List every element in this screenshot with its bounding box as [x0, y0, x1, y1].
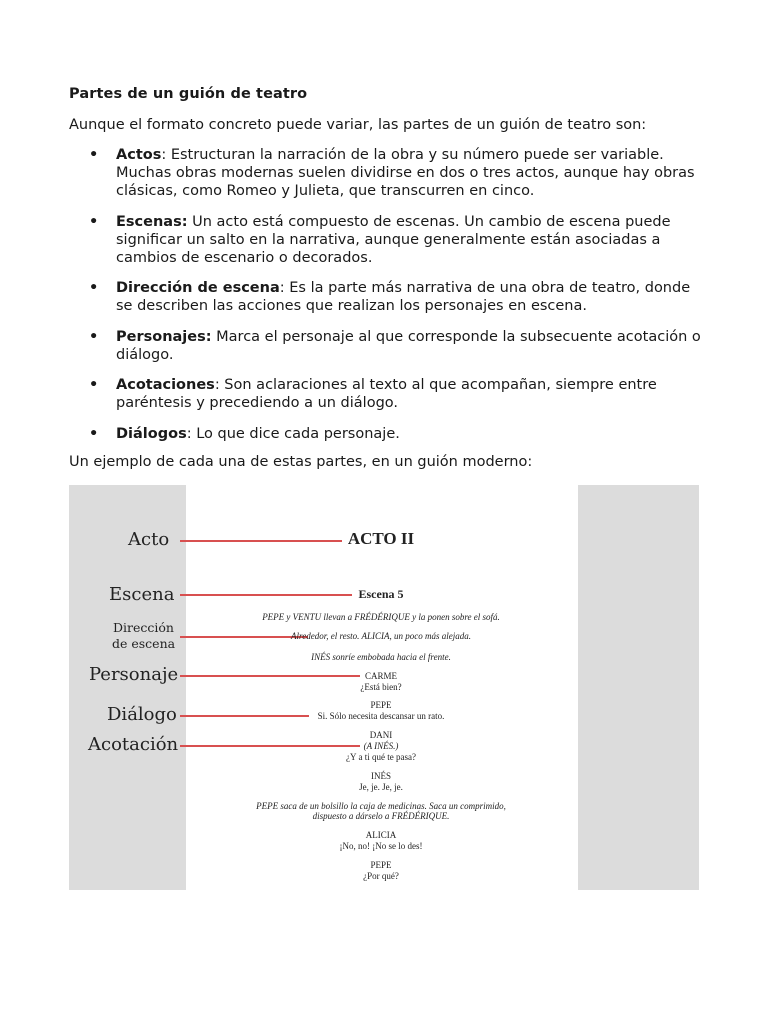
- label-escena: Escena: [109, 584, 175, 605]
- bullet-icon: •: [89, 147, 99, 163]
- script-character: CARME: [364, 671, 398, 681]
- list-item: [69, 146, 709, 200]
- item-text: : Estructuran la narración de la obra y su número puede ser variable. Muchas obras modernas suelen dividirse en dos o tres actos, aunque hay obras clásicas, como Romeo y Julieta, que transcurren en cinco.: [116, 147, 695, 199]
- label-personaje: Personaje: [89, 664, 179, 685]
- script-direction: dispuesto a dárselo a FRÉDÉRIQUE.: [312, 811, 450, 821]
- pointer-line-personaje: [180, 675, 360, 677]
- script-direction: INÉS sonríe embobada hacia el frente.: [311, 652, 451, 662]
- parts-list: [69, 146, 709, 455]
- label-direccion-2: de escena: [112, 636, 176, 651]
- script-dialogue: ¿Por qué?: [363, 871, 399, 881]
- script-dialogue: Si. Sólo necesita descansar un rato.: [317, 711, 445, 721]
- script-direction: Alrededor, el resto. ALICIA, un poco más alejada.: [291, 631, 471, 641]
- pointer-line-direccion: [180, 636, 308, 638]
- label-acto: Acto: [128, 529, 170, 550]
- script-scene-title: Escena 5: [358, 587, 404, 601]
- bullet-icon: •: [89, 213, 99, 230]
- item-term: Personajes:: [116, 328, 212, 345]
- script-dialogue: ¿Y a ti qué te pasa?: [346, 752, 416, 762]
- outro-paragraph: Un ejemplo de cada una de estas partes, en un guión moderno:: [69, 454, 533, 470]
- script-character: PEPE: [370, 860, 392, 870]
- item-term: Acotaciones: [116, 377, 215, 393]
- list-item: [69, 328, 709, 364]
- script-dialogue: ¡No, no! ¡No se lo des!: [339, 841, 423, 851]
- item-term: Diálogos: [116, 425, 187, 442]
- label-dialogo: Diálogo: [107, 704, 177, 725]
- list-item: [69, 213, 709, 267]
- bullet-icon: •: [89, 280, 99, 296]
- script-act-title: ACTO II: [347, 529, 415, 548]
- script-character: PEPE: [370, 700, 392, 710]
- pointer-line-acotacion: [180, 745, 360, 747]
- list-item: [69, 279, 709, 315]
- item-term: Escenas:: [116, 213, 188, 230]
- label-direccion-1: Dirección: [113, 620, 174, 635]
- list-item: [69, 376, 709, 412]
- item-text: Marca el personaje al que corresponde la subsecuente acotación o diálogo.: [116, 328, 701, 363]
- pointer-line-dialogo: [180, 715, 309, 717]
- script-character: DANI: [369, 730, 393, 740]
- script-character: INÉS: [371, 771, 391, 781]
- list-item: [69, 425, 709, 443]
- script-example-figure: [69, 485, 699, 890]
- item-text: : Son aclaraciones al texto al que acompañan, siempre entre paréntesis y precediendo a un diálogo.: [116, 377, 657, 411]
- intro-paragraph: Aunque el formato concreto puede variar, las partes de un guión de teatro son:: [69, 117, 647, 133]
- bullet-icon: •: [89, 328, 99, 345]
- pointer-line-acto: [180, 540, 342, 542]
- script-stage-direction: (A INÉS.): [363, 741, 399, 751]
- figure-right-panel: [578, 485, 699, 890]
- page-heading: Partes de un guión de teatro: [69, 86, 308, 102]
- label-acotacion: Acotación: [88, 734, 179, 755]
- item-term: Actos: [116, 147, 162, 163]
- script-dialogue: Je, je. Je, je.: [359, 782, 403, 792]
- pointer-line-escena: [180, 594, 352, 596]
- script-direction: PEPE y VENTU llevan a FRÉDÉRIQUE y la ponen sobre el sofá.: [262, 612, 500, 622]
- item-term: Dirección de escena: [116, 280, 280, 296]
- script-character: ALICIA: [365, 830, 397, 840]
- bullet-icon: •: [89, 377, 99, 393]
- bullet-icon: •: [89, 425, 99, 442]
- item-text: : Lo que dice cada personaje.: [186, 425, 400, 442]
- item-text: Un acto está compuesto de escenas. Un cambio de escena puede significar un salto en la narrativa, aunque generalmente están asociadas a cambios de escenario o decorados.: [116, 213, 671, 266]
- item-text: : Es la parte más narrativa de una obra de teatro, donde se describen las acciones que realizan los personajes en escena.: [116, 280, 691, 314]
- script-direction: PEPE saca de un bolsillo la caja de medicinas. Saca un comprimido,: [256, 801, 506, 811]
- script-dialogue: ¿Está bien?: [360, 682, 402, 692]
